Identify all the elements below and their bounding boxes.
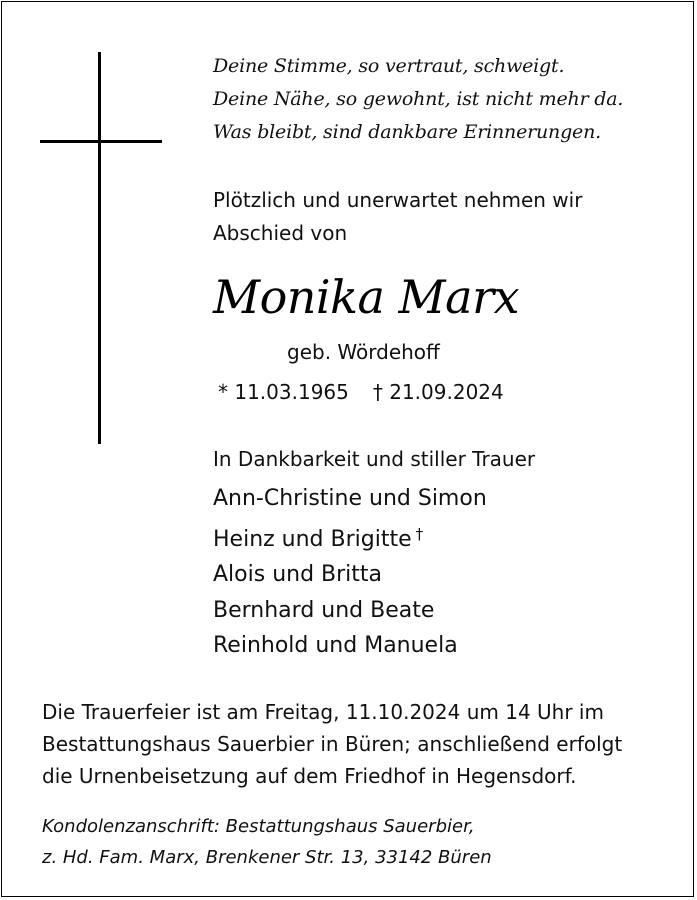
intro-line: Abschied von: [213, 221, 348, 245]
mourners-list: [213, 481, 487, 664]
mourner-item: Alois und Britta: [213, 562, 383, 587]
mourner-item: Ann-Christine und Simon: [213, 486, 487, 511]
funeral-line: die Urnenbeisetzung auf dem Friedhof in Hegensdorf.: [42, 764, 577, 788]
funeral-info: [42, 696, 622, 792]
condolence-line: Kondolenzanschrift: Bestattungshaus Sauerbier,: [42, 816, 475, 837]
intro-line: Plötzlich und unerwartet nehmen wir: [213, 188, 583, 212]
dagger-icon: †: [415, 524, 424, 543]
mourner-item: [213, 517, 487, 558]
funeral-line: Die Trauerfeier ist am Freitag, 11.10.2024 um 14 Uhr im: [42, 700, 604, 724]
obituary-notice: [1, 1, 694, 897]
funeral-line: Bestattungshaus Sauerbier in Büren; anschließend erfolgt: [42, 732, 623, 756]
birth-name: geb. Wördehoff: [287, 340, 440, 364]
poem-line: Deine Nähe, so gewohnt, ist nicht mehr da.: [213, 88, 624, 110]
death-date: † 21.09.2024: [372, 380, 504, 404]
mourner-label: Heinz und Brigitte: [213, 526, 412, 552]
life-dates: [218, 378, 504, 406]
intro-text: [213, 184, 582, 250]
mourner-item: Reinhold und Manuela: [213, 633, 458, 658]
poem: [213, 50, 623, 149]
poem-line: Deine Stimme, so vertraut, schweigt.: [213, 55, 565, 77]
poem-line: Was bleibt, sind dankbare Erinnerungen.: [213, 121, 601, 143]
condolence-line: z. Hd. Fam. Marx, Brenkener Str. 13, 33142 Büren: [42, 847, 492, 868]
mourner-item: Bernhard und Beate: [213, 597, 435, 623]
cross-icon-horizontal: [40, 140, 162, 143]
mourning-phrase: In Dankbarkeit und stiller Trauer: [213, 447, 536, 471]
condolence-address: [42, 811, 492, 873]
cross-icon-vertical: [98, 52, 101, 444]
birth-date: * 11.03.1965: [218, 380, 349, 404]
deceased-name: Monika Marx: [213, 270, 520, 324]
